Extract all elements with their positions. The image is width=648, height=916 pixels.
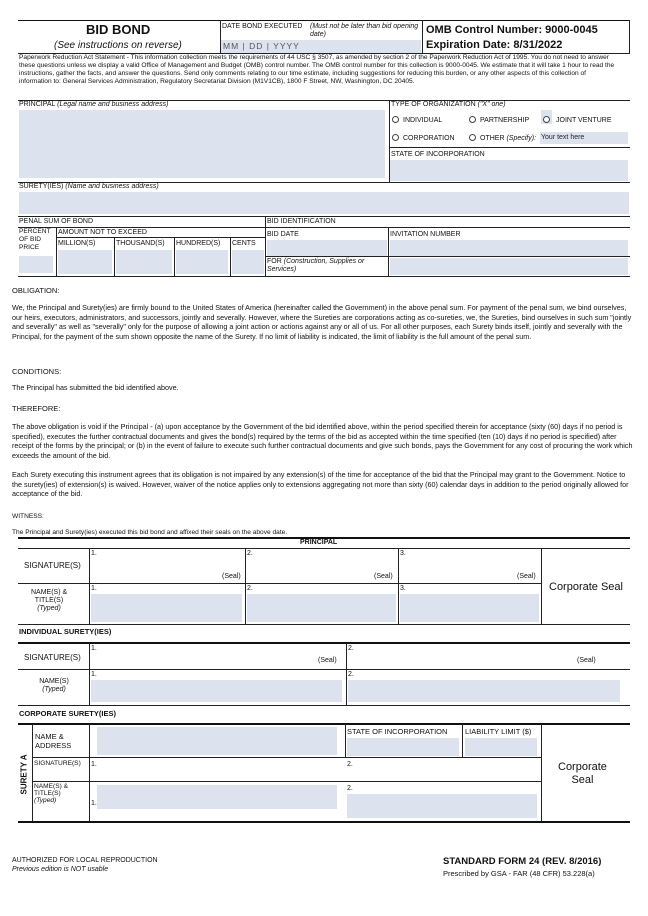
sureties-label: SURETY(IES) (Name and business address) [19,183,159,190]
principal-name-3[interactable] [400,594,539,622]
principal-signature-3[interactable] [400,558,514,580]
corp-signature-2[interactable] [347,768,537,780]
partnership-radio[interactable] [469,116,476,123]
expiration-date: Expiration Date: 8/31/2022 [426,39,563,51]
surety-a-label: SURETY A [19,754,29,795]
principal-signature-1[interactable] [91,558,221,580]
therefore-text-2: Each Surety executing this instrument agrees that its obligation is not impaired by any extension(s) of the time for acceptance of the bid that the Principal may grant to the Government. Notice to the surety(ies) of extension(s) is waived. However, waiver of the notice applies only to extensions aggregating not more than sixty (60) calendar days in addition to the period originally allowed for acceptance of the bid. [12,470,629,499]
hundreds-field[interactable] [176,250,228,274]
witness-text: The Principal and Surety(ies) executed this bid bond and affixed their seals on the above date. [12,529,288,536]
other-label: OTHER (Specify): [480,135,537,142]
witness-heading: WITNESS: [12,513,44,520]
percent-field[interactable] [19,256,53,273]
obligation-text: We, the Principal and Surety(ies) are firmly bound to the United States of America (hereinafter called the Government) in the above penal sum. For payment of the penal sum, we bind ourselves, our heirs, executors, administrators, and successors, jointly and severally. However, where the Sureties are corporations acting as co-sureties, we, the Sureties, bind ourselves in such sum "jointly and severally" as well as "severally" only for the purpose of allowing a joint action or actions against any or all of us. For all other purposes, each Surety binds itself, jointly and severally with the Principal, for the payment of the sum shown opposite the name of the Surety. If no limit of liability is indicated, the limit of liability is the full amount of the penal sum. [12,303,632,341]
principal-name-1[interactable] [91,594,242,622]
thousands-field[interactable] [116,250,172,274]
sureties-field[interactable] [19,192,629,214]
principal-field[interactable] [19,110,385,178]
corporation-radio[interactable] [392,134,399,141]
date-executed-field[interactable] [221,40,421,53]
corp-names-label: NAME(S) & TITLE(S) (Typed) [34,783,69,804]
principal-signature-label: SIGNATURE(S) [24,561,81,570]
conditions-text: The Principal has submitted the bid identified above. [12,383,179,392]
corp-state-label: STATE OF INCORPORATION [347,727,448,736]
other-radio[interactable] [469,134,476,141]
date-executed-note: (Must not be later than bid opening date) [310,23,419,38]
date-placeholder: MM | DD | YYYY [223,41,300,51]
individual-name-2[interactable] [348,680,620,702]
other-specify-field[interactable]: Your text here [540,132,628,144]
individual-signature-label: SIGNATURE(S) [24,653,81,662]
corporate-seal-principal: Corporate Seal [549,581,623,593]
for-label: FOR (Construction, Supplies or Services) [267,258,365,273]
invitation-field[interactable] [390,240,628,256]
corp-state-field[interactable] [347,738,459,756]
amount-label: AMOUNT NOT TO EXCEED [58,229,147,236]
individual-signature-1[interactable] [91,652,315,668]
penal-sum-label: PENAL SUM OF BOND [19,218,94,225]
millions-field[interactable] [58,250,112,274]
authorized-reproduction: AUTHORIZED FOR LOCAL REPRODUCTION [12,857,158,864]
paperwork-statement: Paperwork Reduction Act Statement - This information collection meets the requirements of 44 USC § 3507, as amended by section 2 of the Paperwork Reduction Act of 1995. You do not need to answer these questions unless we display a valid Office of Management and Budget (OMB) control number. The OMB control number for this collection is 9000-0045. We estimate that it will take 1 hour to read the instructions, gather the facts, and answer the questions. Send only comments relating to our time estimate, including suggestions for reducing this burden, or any other aspects of this collection of information to: General Services Administration, Regulatory Secretariat Division (M1V1CB), 1800 F Street, NW, Washington, DC 20405. [19,54,615,85]
principal-signature-2[interactable] [247,558,371,580]
omb-number: OMB Control Number: 9000-0045 [426,24,598,36]
corp-liability-field[interactable] [465,738,537,756]
standard-form-number: STANDARD FORM 24 (REV. 8/2016) [443,856,602,867]
invitation-label: INVITATION NUMBER [390,231,461,238]
joint-venture-label: JOINT VENTURE [556,117,612,124]
principal-name-2[interactable] [247,594,396,622]
therefore-text-1: The above obligation is void if the Principal - (a) upon acceptance by the Government of the bid identified above, within the period specified therein for acceptance (sixty (60) days if no period is specified), executes the further contractual documents and gives the bond(s) required by the terms of the bid as accepted within the time specified (ten (10) days if no period is specified) after receipt of the forms by the principal; or (b) in the event of failure to execute such further contractual documents and give such bonds, pays the Government for any cost of procuring the work which exceeds the amount of the bid. [12,422,633,460]
org-type-label: TYPE OF ORGANIZATION ("X" one) [391,101,506,108]
individual-name-1[interactable] [91,680,342,702]
principal-names-label: NAME(S) & TITLE(S) (Typed) [31,589,68,612]
corporation-label: CORPORATION [403,135,455,142]
state-incorporation-label: STATE OF INCORPORATION [391,151,485,158]
hundreds-label: HUNDRED(S) [176,240,221,247]
form-title: BID BOND [86,22,151,37]
percent-label: PERCENT OF BID PRICE [19,228,51,251]
principal-state-field[interactable] [390,160,628,181]
individual-radio[interactable] [392,116,399,123]
corporate-seal-surety: Corporate Seal [558,761,607,786]
bid-identification-label: BID IDENTIFICATION [267,218,336,225]
corp-name-address-label: NAME & ADDRESS [35,732,72,750]
conditions-heading: CONDITIONS: [12,367,62,376]
thousands-label: THOUSAND(S) [116,240,165,247]
corp-signature-label: SIGNATURE(S) [34,760,81,767]
corp-name-address-field[interactable] [97,727,337,755]
bid-date-field[interactable] [267,240,387,256]
corp-liability-label: LIABILITY LIMIT ($) [465,727,532,736]
bid-date-label: BID DATE [267,231,299,238]
individual-signature-2[interactable] [348,652,572,668]
joint-venture-radio[interactable] [543,116,550,123]
therefore-heading: THEREFORE: [12,404,61,413]
prescribed-by: Prescribed by GSA - FAR (48 CFR) 53.228(a) [443,869,595,878]
obligation-heading: OBLIGATION: [12,286,60,295]
cents-label: CENTS [232,240,256,247]
partnership-label: PARTNERSHIP [480,117,530,124]
individual-names-label: NAME(S) (Typed) [39,678,69,693]
principal-heading: PRINCIPAL [300,539,338,546]
for-field[interactable] [390,258,628,275]
corporate-sureties-heading: CORPORATE SURETY(IES) [19,709,116,718]
individual-label: INDIVIDUAL [403,117,443,124]
millions-label: MILLION(S) [58,240,96,247]
corp-name-2[interactable] [347,794,537,818]
corp-name-1[interactable] [97,785,337,809]
previous-edition: Previous edition is NOT usable [12,866,109,873]
corp-signature-1[interactable] [91,768,341,780]
principal-label: PRINCIPAL (Legal name and business address) [19,101,169,108]
date-executed-label: DATE BOND EXECUTED [222,23,303,30]
form-subtitle: (See instructions on reverse) [54,40,182,51]
individual-sureties-heading: INDIVIDUAL SURETY(IES) [19,627,112,636]
cents-field[interactable] [232,250,264,274]
